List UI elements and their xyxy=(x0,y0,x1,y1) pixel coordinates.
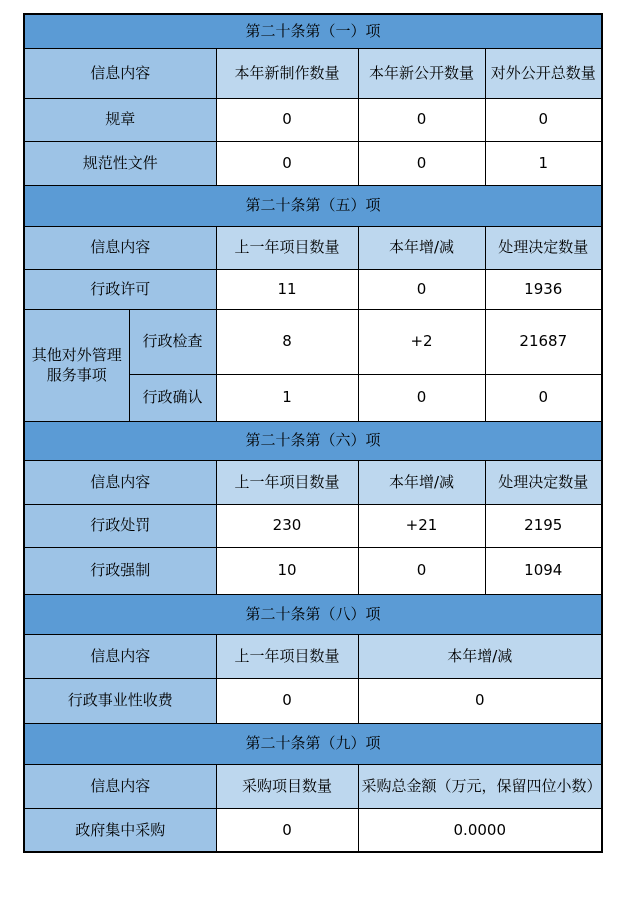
data-cell: 0 xyxy=(216,98,358,141)
row-label: 规章 xyxy=(24,98,216,141)
column-header: 采购总金额（万元，保留四位小数） xyxy=(358,764,602,808)
section-title: 第二十条第（九）项 xyxy=(24,723,602,764)
data-cell: 10 xyxy=(216,547,358,594)
data-cell: 2195 xyxy=(485,504,602,547)
column-header: 信息内容 xyxy=(24,460,216,504)
data-cell: 8 xyxy=(216,309,358,374)
data-cell: 0 xyxy=(485,374,602,421)
data-cell: 1 xyxy=(485,141,602,185)
column-header: 信息内容 xyxy=(24,226,216,269)
column-header: 处理决定数量 xyxy=(485,460,602,504)
data-cell: 0 xyxy=(358,98,485,141)
column-header: 本年新公开数量 xyxy=(358,48,485,98)
row-label: 行政事业性收费 xyxy=(24,678,216,723)
column-header: 本年增/减 xyxy=(358,634,602,678)
data-cell: 0 xyxy=(216,678,358,723)
row-label: 规范性文件 xyxy=(24,141,216,185)
column-header: 上一年项目数量 xyxy=(216,226,358,269)
column-header: 本年新制作数量 xyxy=(216,48,358,98)
data-cell: 230 xyxy=(216,504,358,547)
section-title: 第二十条第（五）项 xyxy=(24,185,602,226)
data-cell: 11 xyxy=(216,269,358,309)
section-title: 第二十条第（六）项 xyxy=(24,421,602,460)
row-label: 行政确认 xyxy=(129,374,216,421)
row-label: 行政许可 xyxy=(24,269,216,309)
disclosure-report-table xyxy=(23,13,603,853)
column-header: 上一年项目数量 xyxy=(216,634,358,678)
row-label: 行政处罚 xyxy=(24,504,216,547)
section-title: 第二十条第（八）项 xyxy=(24,594,602,634)
data-cell: 0 xyxy=(216,808,358,852)
row-group-label: 其他对外管理服务事项 xyxy=(24,309,129,421)
data-cell: +2 xyxy=(358,309,485,374)
data-cell: +21 xyxy=(358,504,485,547)
data-cell: 0 xyxy=(216,141,358,185)
data-cell: 1936 xyxy=(485,269,602,309)
data-cell: 0 xyxy=(358,547,485,594)
data-cell: 0 xyxy=(358,678,602,723)
data-cell: 1 xyxy=(216,374,358,421)
column-header: 本年增/减 xyxy=(358,226,485,269)
data-cell: 1094 xyxy=(485,547,602,594)
column-header: 信息内容 xyxy=(24,48,216,98)
column-header: 信息内容 xyxy=(24,634,216,678)
data-cell: 0 xyxy=(358,374,485,421)
row-label: 行政强制 xyxy=(24,547,216,594)
column-header: 本年增/减 xyxy=(358,460,485,504)
column-header: 对外公开总数量 xyxy=(485,48,602,98)
row-label: 行政检查 xyxy=(129,309,216,374)
column-header: 采购项目数量 xyxy=(216,764,358,808)
data-cell: 0 xyxy=(485,98,602,141)
section-title: 第二十条第（一）项 xyxy=(24,14,602,48)
data-cell: 0 xyxy=(358,269,485,309)
data-cell: 0 xyxy=(358,141,485,185)
data-cell: 21687 xyxy=(485,309,602,374)
data-cell: 0.0000 xyxy=(358,808,602,852)
column-header: 上一年项目数量 xyxy=(216,460,358,504)
column-header: 处理决定数量 xyxy=(485,226,602,269)
column-header: 信息内容 xyxy=(24,764,216,808)
row-label: 政府集中采购 xyxy=(24,808,216,852)
